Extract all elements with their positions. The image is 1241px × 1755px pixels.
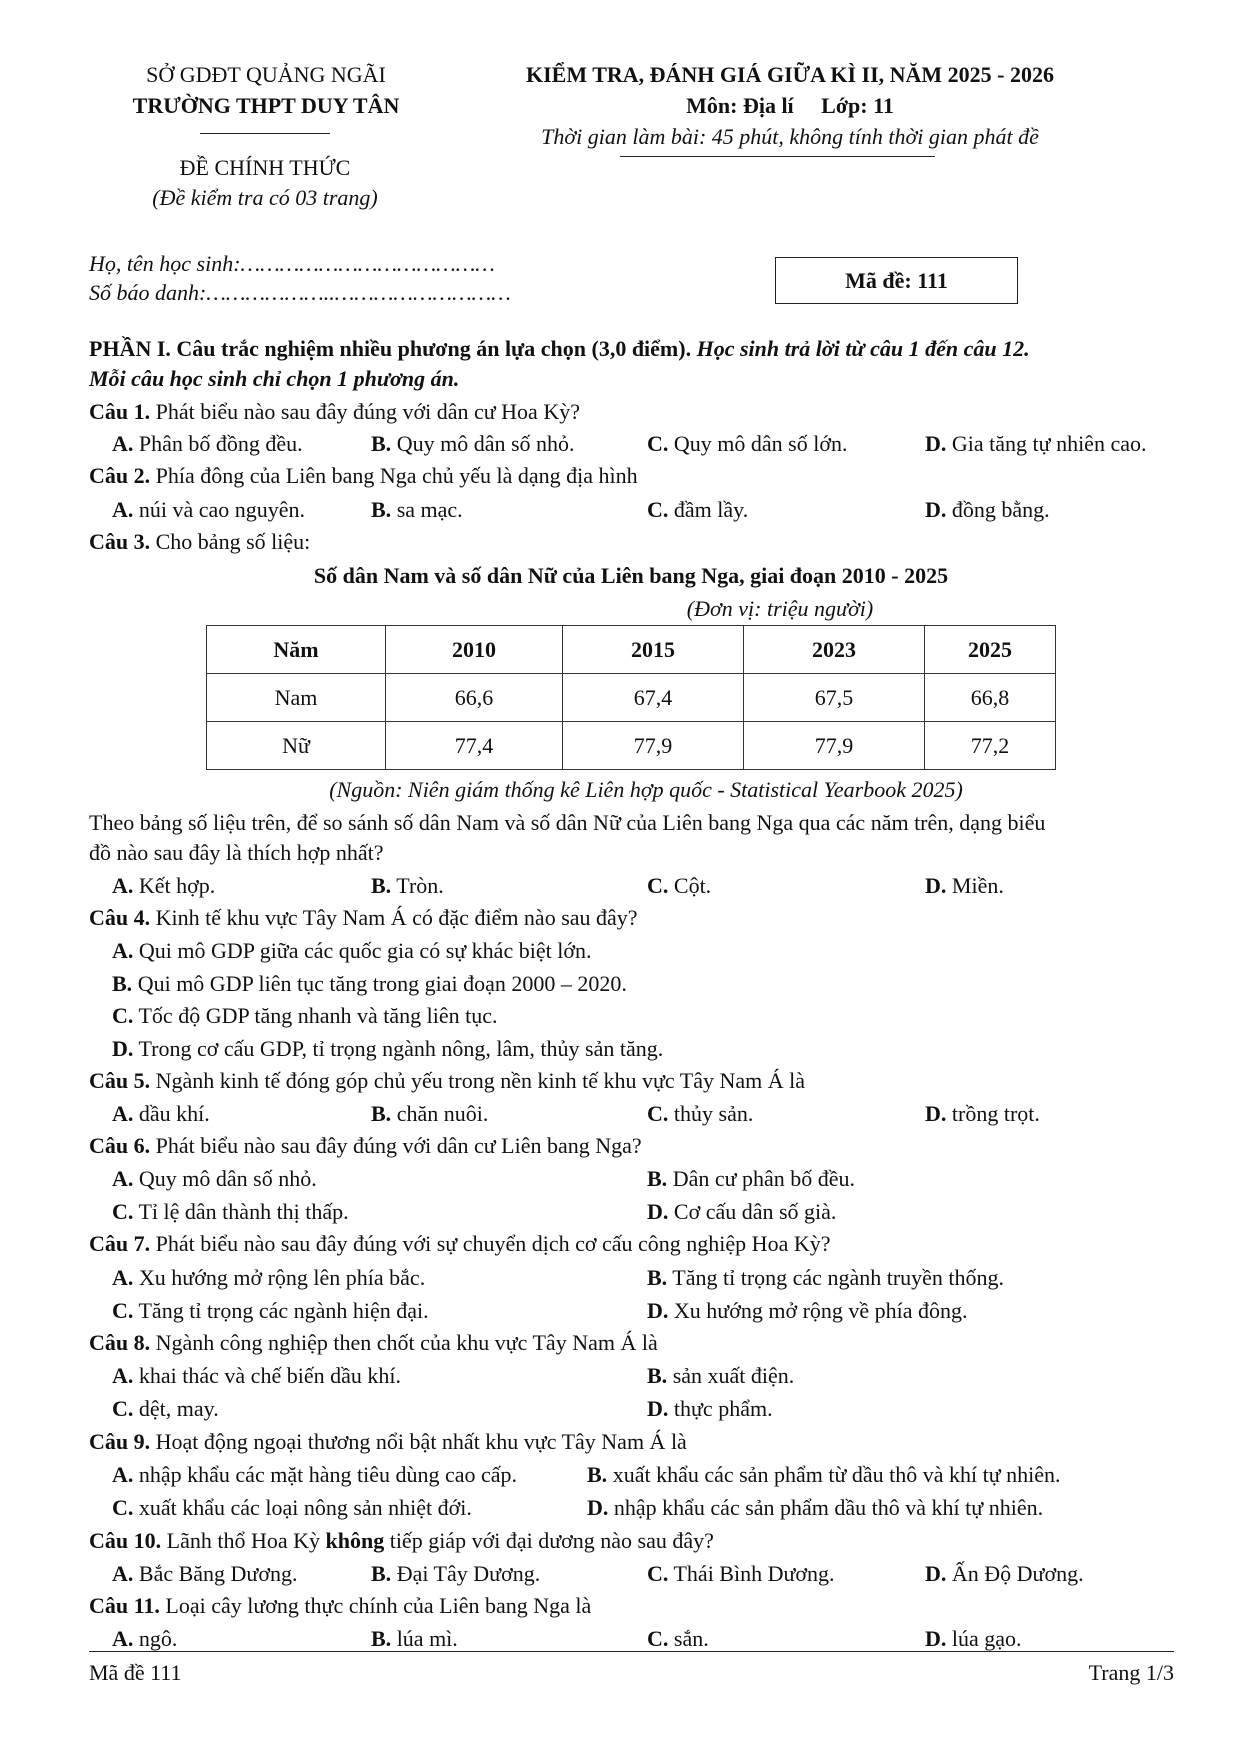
- table-row: [207, 722, 1056, 770]
- table-unit: (Đơn vị: triệu người): [686, 596, 874, 621]
- q11-option-c[interactable]: C. sắn.: [647, 1626, 709, 1651]
- student-id-field[interactable]: Số báo danh:………………..………………………: [89, 280, 511, 305]
- exam-code: Mã đề: 111: [845, 267, 948, 293]
- table-cell: 67,4: [563, 674, 744, 722]
- q10-option-a[interactable]: A. Bắc Băng Dương.: [112, 1561, 298, 1586]
- question-9: Câu 9. Hoạt động ngoại thương nổi bật nhất khu vực Tây Nam Á là: [89, 1429, 687, 1454]
- table-header-cell: Năm: [207, 626, 386, 674]
- q1-option-d[interactable]: D. Gia tăng tự nhiên cao.: [925, 431, 1147, 456]
- official-label: ĐỀ CHÍNH THỨC: [179, 155, 351, 180]
- q5-option-b[interactable]: B. chăn nuôi.: [371, 1101, 489, 1126]
- q8-option-a[interactable]: A. khai thác và chế biến dầu khí.: [112, 1363, 401, 1388]
- q2-option-d[interactable]: D. đồng bằng.: [925, 497, 1050, 522]
- table-cell: 66,8: [925, 674, 1056, 722]
- q2-option-b[interactable]: B. sa mạc.: [371, 497, 463, 522]
- q6-option-a[interactable]: A. Quy mô dân số nhỏ.: [112, 1166, 317, 1191]
- part1-title-bold: PHẦN I. Câu trắc nghiệm nhiều phương án lựa chọn (3,0 điểm).: [89, 336, 692, 361]
- question-8: Câu 8. Ngành công nghiệp then chốt của khu vực Tây Nam Á là: [89, 1330, 658, 1355]
- q7-option-d[interactable]: D. Xu hướng mở rộng về phía đông.: [647, 1298, 968, 1323]
- q9-option-d[interactable]: D. nhập khẩu các sản phẩm dầu thô và khí tự nhiên.: [587, 1495, 1044, 1520]
- q3-option-c[interactable]: C. Cột.: [647, 873, 712, 898]
- table-header-cell: 2015: [563, 626, 744, 674]
- q2-option-a[interactable]: A. núi và cao nguyên.: [112, 497, 306, 522]
- q10-option-d[interactable]: D. Ấn Độ Dương.: [925, 1561, 1084, 1586]
- q3-option-d[interactable]: D. Miền.: [925, 873, 1004, 898]
- header-divider-right: [620, 156, 935, 157]
- q7-option-b[interactable]: B. Tăng tỉ trọng các ngành truyền thống.: [647, 1265, 1005, 1290]
- footer-page-number: Trang 1/3: [1088, 1660, 1174, 1685]
- question-4: Câu 4. Kinh tế khu vực Tây Nam Á có đặc điểm nào sau đây?: [89, 905, 638, 930]
- q11-option-d[interactable]: D. lúa gạo.: [925, 1626, 1022, 1651]
- q4-option-a[interactable]: A. Qui mô GDP giữa các quốc gia có sự khác biệt lớn.: [112, 938, 592, 963]
- q6-option-c[interactable]: C. Tỉ lệ dân thành thị thấp.: [112, 1199, 349, 1224]
- q1-option-c[interactable]: C. Quy mô dân số lớn.: [647, 431, 848, 456]
- q8-option-c[interactable]: C. dệt, may.: [112, 1396, 219, 1421]
- table-cell: Nữ: [207, 722, 386, 770]
- q8-option-d[interactable]: D. thực phẩm.: [647, 1396, 773, 1421]
- department-name: SỞ GDĐT QUẢNG NGÃI: [146, 62, 386, 87]
- q11-option-b[interactable]: B. lúa mì.: [371, 1626, 458, 1651]
- table-source: (Nguồn: Niên giám thống kê Liên hợp quốc - Statistical Yearbook 2025): [329, 777, 963, 802]
- question-11: Câu 11. Loại cây lương thực chính của Liên bang Nga là: [89, 1593, 592, 1618]
- q4-option-c[interactable]: C. Tốc độ GDP tăng nhanh và tăng liên tục.: [112, 1003, 498, 1028]
- part1-title-italic: Học sinh trả lời từ câu 1 đến câu 12.: [691, 336, 1030, 361]
- table-title: Số dân Nam và số dân Nữ của Liên bang Nga, giai đoạn 2010 - 2025: [313, 563, 949, 588]
- exam-code-box: [775, 257, 1018, 304]
- question-7: Câu 7. Phát biểu nào sau đây đúng với sự chuyển dịch cơ cấu công nghiệp Hoa Kỳ?: [89, 1231, 831, 1256]
- table-row: [207, 674, 1056, 722]
- population-table: [206, 625, 1056, 770]
- q3-option-a[interactable]: A. Kết hợp.: [112, 873, 216, 898]
- q4-option-d[interactable]: D. Trong cơ cấu GDP, tỉ trọng ngành nông, lâm, thủy sản tăng.: [112, 1036, 664, 1061]
- time-note: Thời gian làm bài: 45 phút, không tính thời gian phát đề: [541, 124, 1039, 149]
- q1-option-a[interactable]: A. Phân bố đồng đều.: [112, 431, 303, 456]
- q5-option-d[interactable]: D. trồng trọt.: [925, 1101, 1040, 1126]
- question-10: Câu 10. Lãnh thổ Hoa Kỳ không tiếp giáp với đại dương nào sau đây?: [89, 1528, 714, 1553]
- pages-note: (Đề kiểm tra có 03 trang): [152, 185, 378, 210]
- table-header-cell: 2025: [925, 626, 1056, 674]
- part1-title: [89, 336, 1030, 362]
- question-1: Câu 1. Phát biểu nào sau đây đúng với dân cư Hoa Kỳ?: [89, 399, 580, 424]
- table-header-cell: 2010: [386, 626, 563, 674]
- q7-option-a[interactable]: A. Xu hướng mở rộng lên phía bắc.: [112, 1265, 426, 1290]
- q6-option-b[interactable]: B. Dân cư phân bố đều.: [647, 1166, 856, 1191]
- part1-subtitle: Mỗi câu học sinh chỉ chọn 1 phương án.: [89, 366, 460, 391]
- footer-divider: [89, 1651, 1174, 1652]
- table-cell: 77,4: [386, 722, 563, 770]
- footer-exam-code: Mã đề 111: [89, 1660, 182, 1685]
- question-3: Câu 3. Cho bảng số liệu:: [89, 529, 311, 554]
- question-6: Câu 6. Phát biểu nào sau đây đúng với dân cư Liên bang Nga?: [89, 1133, 642, 1158]
- q11-option-a[interactable]: A. ngô.: [112, 1626, 178, 1651]
- q5-option-a[interactable]: A. dầu khí.: [112, 1101, 210, 1126]
- school-name: TRƯỜNG THPT DUY TÂN: [132, 93, 400, 118]
- exam-title: KIỂM TRA, ĐÁNH GIÁ GIỮA KÌ II, NĂM 2025 - 2026: [525, 62, 1055, 87]
- subject-grade: Môn: Địa lí Lớp: 11: [686, 93, 894, 118]
- question-2: Câu 2. Phía đông của Liên bang Nga chủ yếu là dạng địa hình: [89, 463, 638, 488]
- q8-option-b[interactable]: B. sản xuất điện.: [647, 1363, 795, 1388]
- table-cell: 77,9: [563, 722, 744, 770]
- question-3-stem-cont: đồ nào sau đây là thích hợp nhất?: [89, 840, 384, 865]
- table-cell: Nam: [207, 674, 386, 722]
- q9-option-b[interactable]: B. xuất khẩu các sản phẩm từ dầu thô và khí tự nhiên.: [587, 1462, 1061, 1487]
- q10-option-c[interactable]: C. Thái Bình Dương.: [647, 1561, 835, 1586]
- q10-option-b[interactable]: B. Đại Tây Dương.: [371, 1561, 541, 1586]
- question-5: Câu 5. Ngành kinh tế đóng góp chủ yếu trong nền kinh tế khu vực Tây Nam Á là: [89, 1068, 806, 1093]
- q2-option-c[interactable]: C. đầm lầy.: [647, 497, 749, 522]
- table-cell: 66,6: [386, 674, 563, 722]
- table-header-cell: 2023: [744, 626, 925, 674]
- table-cell: 77,9: [744, 722, 925, 770]
- q7-option-c[interactable]: C. Tăng tỉ trọng các ngành hiện đại.: [112, 1298, 429, 1323]
- q5-option-c[interactable]: C. thủy sản.: [647, 1101, 754, 1126]
- q4-option-b[interactable]: B. Qui mô GDP liên tục tăng trong giai đoạn 2000 – 2020.: [112, 971, 627, 996]
- question-3-stem: Theo bảng số liệu trên, để so sánh số dân Nam và số dân Nữ của Liên bang Nga qua các năm trên, dạng biểu: [89, 810, 1046, 835]
- q9-option-a[interactable]: A. nhập khẩu các mặt hàng tiêu dùng cao cấp.: [112, 1462, 518, 1487]
- table-cell: 77,2: [925, 722, 1056, 770]
- table-cell: 67,5: [744, 674, 925, 722]
- q3-option-b[interactable]: B. Tròn.: [371, 873, 444, 898]
- q9-option-c[interactable]: C. xuất khẩu các loại nông sản nhiệt đới.: [112, 1495, 472, 1520]
- header-divider-left: [200, 133, 330, 134]
- table-header-row: [207, 626, 1056, 674]
- q6-option-d[interactable]: D. Cơ cấu dân số già.: [647, 1199, 837, 1224]
- q1-option-b[interactable]: B. Quy mô dân số nhỏ.: [371, 431, 575, 456]
- student-name-field[interactable]: Họ, tên học sinh:…………………………………: [89, 251, 495, 276]
